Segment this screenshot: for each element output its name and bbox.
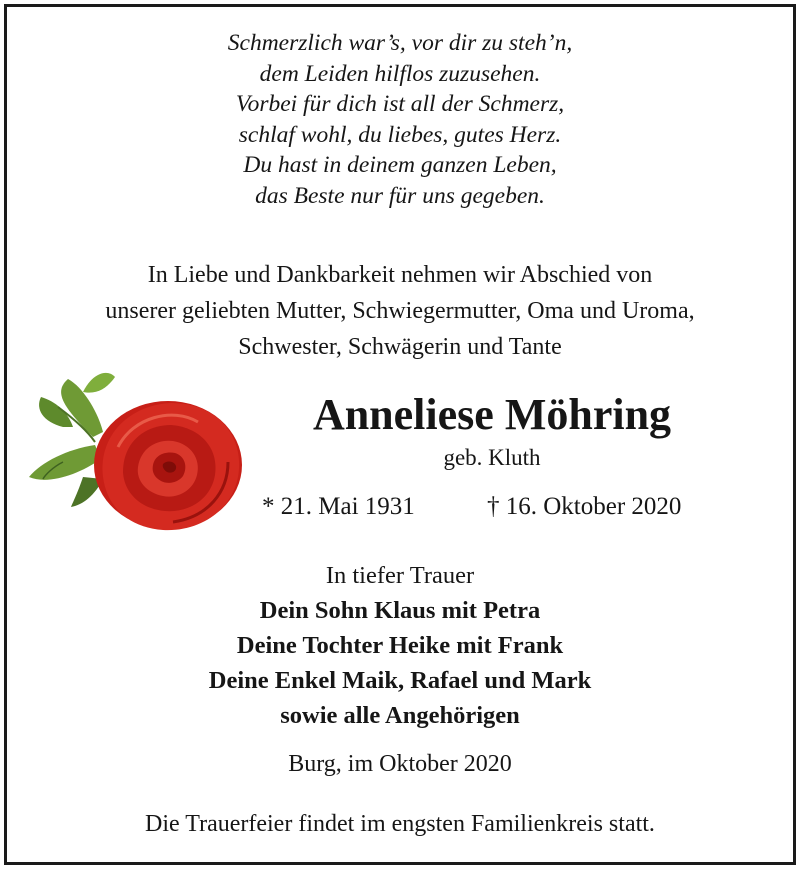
intro-line: unserer geliebten Mutter, Schwiegermutter, Oma und Uroma, <box>105 298 695 324</box>
poem-line: schlaf wohl, du liebes, gutes Herz. <box>238 121 562 148</box>
intro-line: In Liebe und Dankbarkeit nehmen wir Abschied von <box>147 262 653 288</box>
poem <box>7 28 793 211</box>
mourners <box>7 558 793 733</box>
poem-line: Schmerzlich war’s, vor dir zu steh’n, <box>227 30 573 56</box>
poem-line: das Beste nur für uns gegeben. <box>255 182 545 209</box>
birth-date: * 21. Mai 1931 <box>262 493 415 520</box>
mourner-line: Dein Sohn Klaus mit Petra <box>259 597 541 624</box>
death-date: † 16. Oktober 2020 <box>487 493 682 520</box>
mourner-line: sowie alle Angehörigen <box>280 702 520 729</box>
mourner-line: Deine Enkel Maik, Rafael und Mark <box>208 667 592 694</box>
place-date: Burg, im Oktober 2020 <box>288 751 512 777</box>
obituary-notice <box>4 4 796 865</box>
birth-name: geb. Kluth <box>443 445 541 470</box>
poem-line: Vorbei für dich ist all der Schmerz, <box>235 91 565 117</box>
red-rose-icon <box>23 367 248 537</box>
deceased-name: Anneliese Möhring <box>312 390 672 439</box>
mourner-line: Deine Tochter Heike mit Frank <box>236 632 564 659</box>
poem-line: Du hast in deinem ganzen Leben, <box>243 152 557 178</box>
intro-line: Schwester, Schwägerin und Tante <box>238 334 562 360</box>
intro-text <box>7 257 793 365</box>
mourners-heading: In tiefer Trauer <box>325 562 475 589</box>
poem-line: dem Leiden hilflos zuzusehen. <box>259 60 541 87</box>
funeral-note: Die Trauerfeier findet im engsten Familienkreis statt. <box>145 811 655 837</box>
